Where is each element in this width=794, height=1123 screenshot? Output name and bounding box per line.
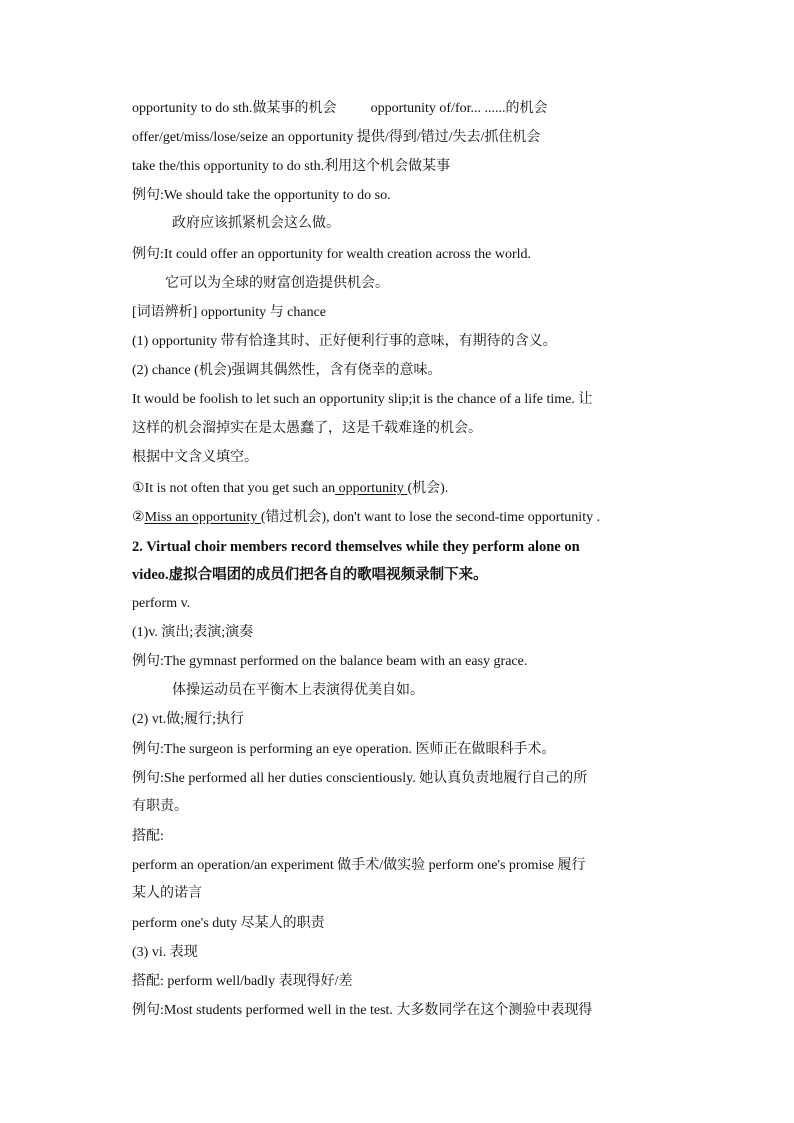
comparison-item-1: (1) opportunity 带有恰逢其时、正好便利行事的意味，有期待的含义。 [132, 334, 557, 349]
example-sentence-4: 例句:The gymnast performed on the balance beam with an easy grace. [132, 654, 528, 669]
example-sentence-6-cont: 有职责。 [132, 799, 188, 814]
example-sentence-5: 例句:The surgeon is performing an eye operation. 医师正在做眼科手术。 [132, 742, 556, 757]
exercise-1-answer: opportunity [335, 481, 408, 496]
exercise-2-answer: Miss an opportunity [144, 510, 261, 525]
example-translation-1: 政府应该抓紧机会这么做。 [172, 216, 340, 231]
line-opportunity-to-do [132, 99, 672, 119]
exercise-item-1 [132, 478, 672, 499]
phrase-opportunity-of-for: opportunity of/for... ......的机会 [370, 101, 548, 116]
example-sentence-7: 例句:Most students performed well in the test. 大多数同学在这个测验中表现得 [132, 1003, 593, 1018]
item-number-2: ② [132, 509, 145, 525]
collocation-label: 搭配: [132, 829, 164, 844]
line-take-opportunity: take the/this opportunity to do sth.利用这个机会做某事 [132, 159, 451, 174]
comparison-item-2: (2) chance (机会)强调其偶然性，含有侥幸的意味。 [132, 363, 442, 378]
example-sentence-2: 例句:It could offer an opportunity for wealth creation across the world. [132, 247, 532, 262]
item-number-1: ① [132, 480, 145, 496]
word-comparison-heading: [词语辨析] opportunity 与 chance [132, 305, 327, 320]
example-translation-2: 它可以为全球的财富创造提供机会。 [165, 276, 389, 291]
example-translation-3: 这样的机会溜掉实在是太愚蠢了，这是千载难逢的机会。 [132, 421, 482, 436]
headword-perform: perform v. [132, 596, 191, 611]
exercise-item-2 [132, 507, 672, 528]
phrase-opportunity-to-do: opportunity to do sth.做某事的机会 [132, 101, 337, 116]
example-sentence-1: 例句:We should take the opportunity to do so. [132, 188, 391, 203]
sense-3: (3) vi. 表现 [132, 945, 198, 960]
collocation-line-1-cont: 某人的诺言 [132, 886, 202, 901]
sense-1: (1)v. 演出;表演;演奏 [132, 625, 254, 640]
collocation-line-1: perform an operation/an experiment 做手术/做实验 perform one's promise 履行 [132, 858, 586, 873]
exercise-2-text: (错过机会), don't want to lose the second-time opportunity . [260, 510, 601, 525]
section-2-heading: 2. Virtual choir members record themselves while they perform alone on [132, 539, 580, 555]
exercise-instruction: 根据中文含义填空。 [132, 450, 258, 465]
collocation-line-3: 搭配: perform well/badly 表现得好/差 [132, 974, 353, 989]
example-sentence-6: 例句:She performed all her duties conscientiously. 她认真负责地履行自己的所 [132, 771, 588, 786]
line-offer-get-miss: offer/get/miss/lose/seize an opportunity 提供/得到/错过/失去/抓住机会 [132, 130, 541, 145]
sense-2: (2) vt.做;履行;执行 [132, 712, 244, 727]
collocation-line-2: perform one's duty 尽某人的职责 [132, 916, 325, 931]
exercise-1-hint: (机会). [407, 481, 449, 496]
exercise-1-text: It is not often that you get such an [144, 481, 336, 496]
example-translation-4: 体操运动员在平衡木上表演得优美自如。 [172, 683, 424, 698]
example-sentence-3: It would be foolish to let such an opportunity slip;it is the chance of a life time. 让 [132, 392, 593, 407]
section-2-heading-cont: video.虚拟合唱团的成员们把各自的歌唱视频录制下来。 [132, 567, 488, 583]
